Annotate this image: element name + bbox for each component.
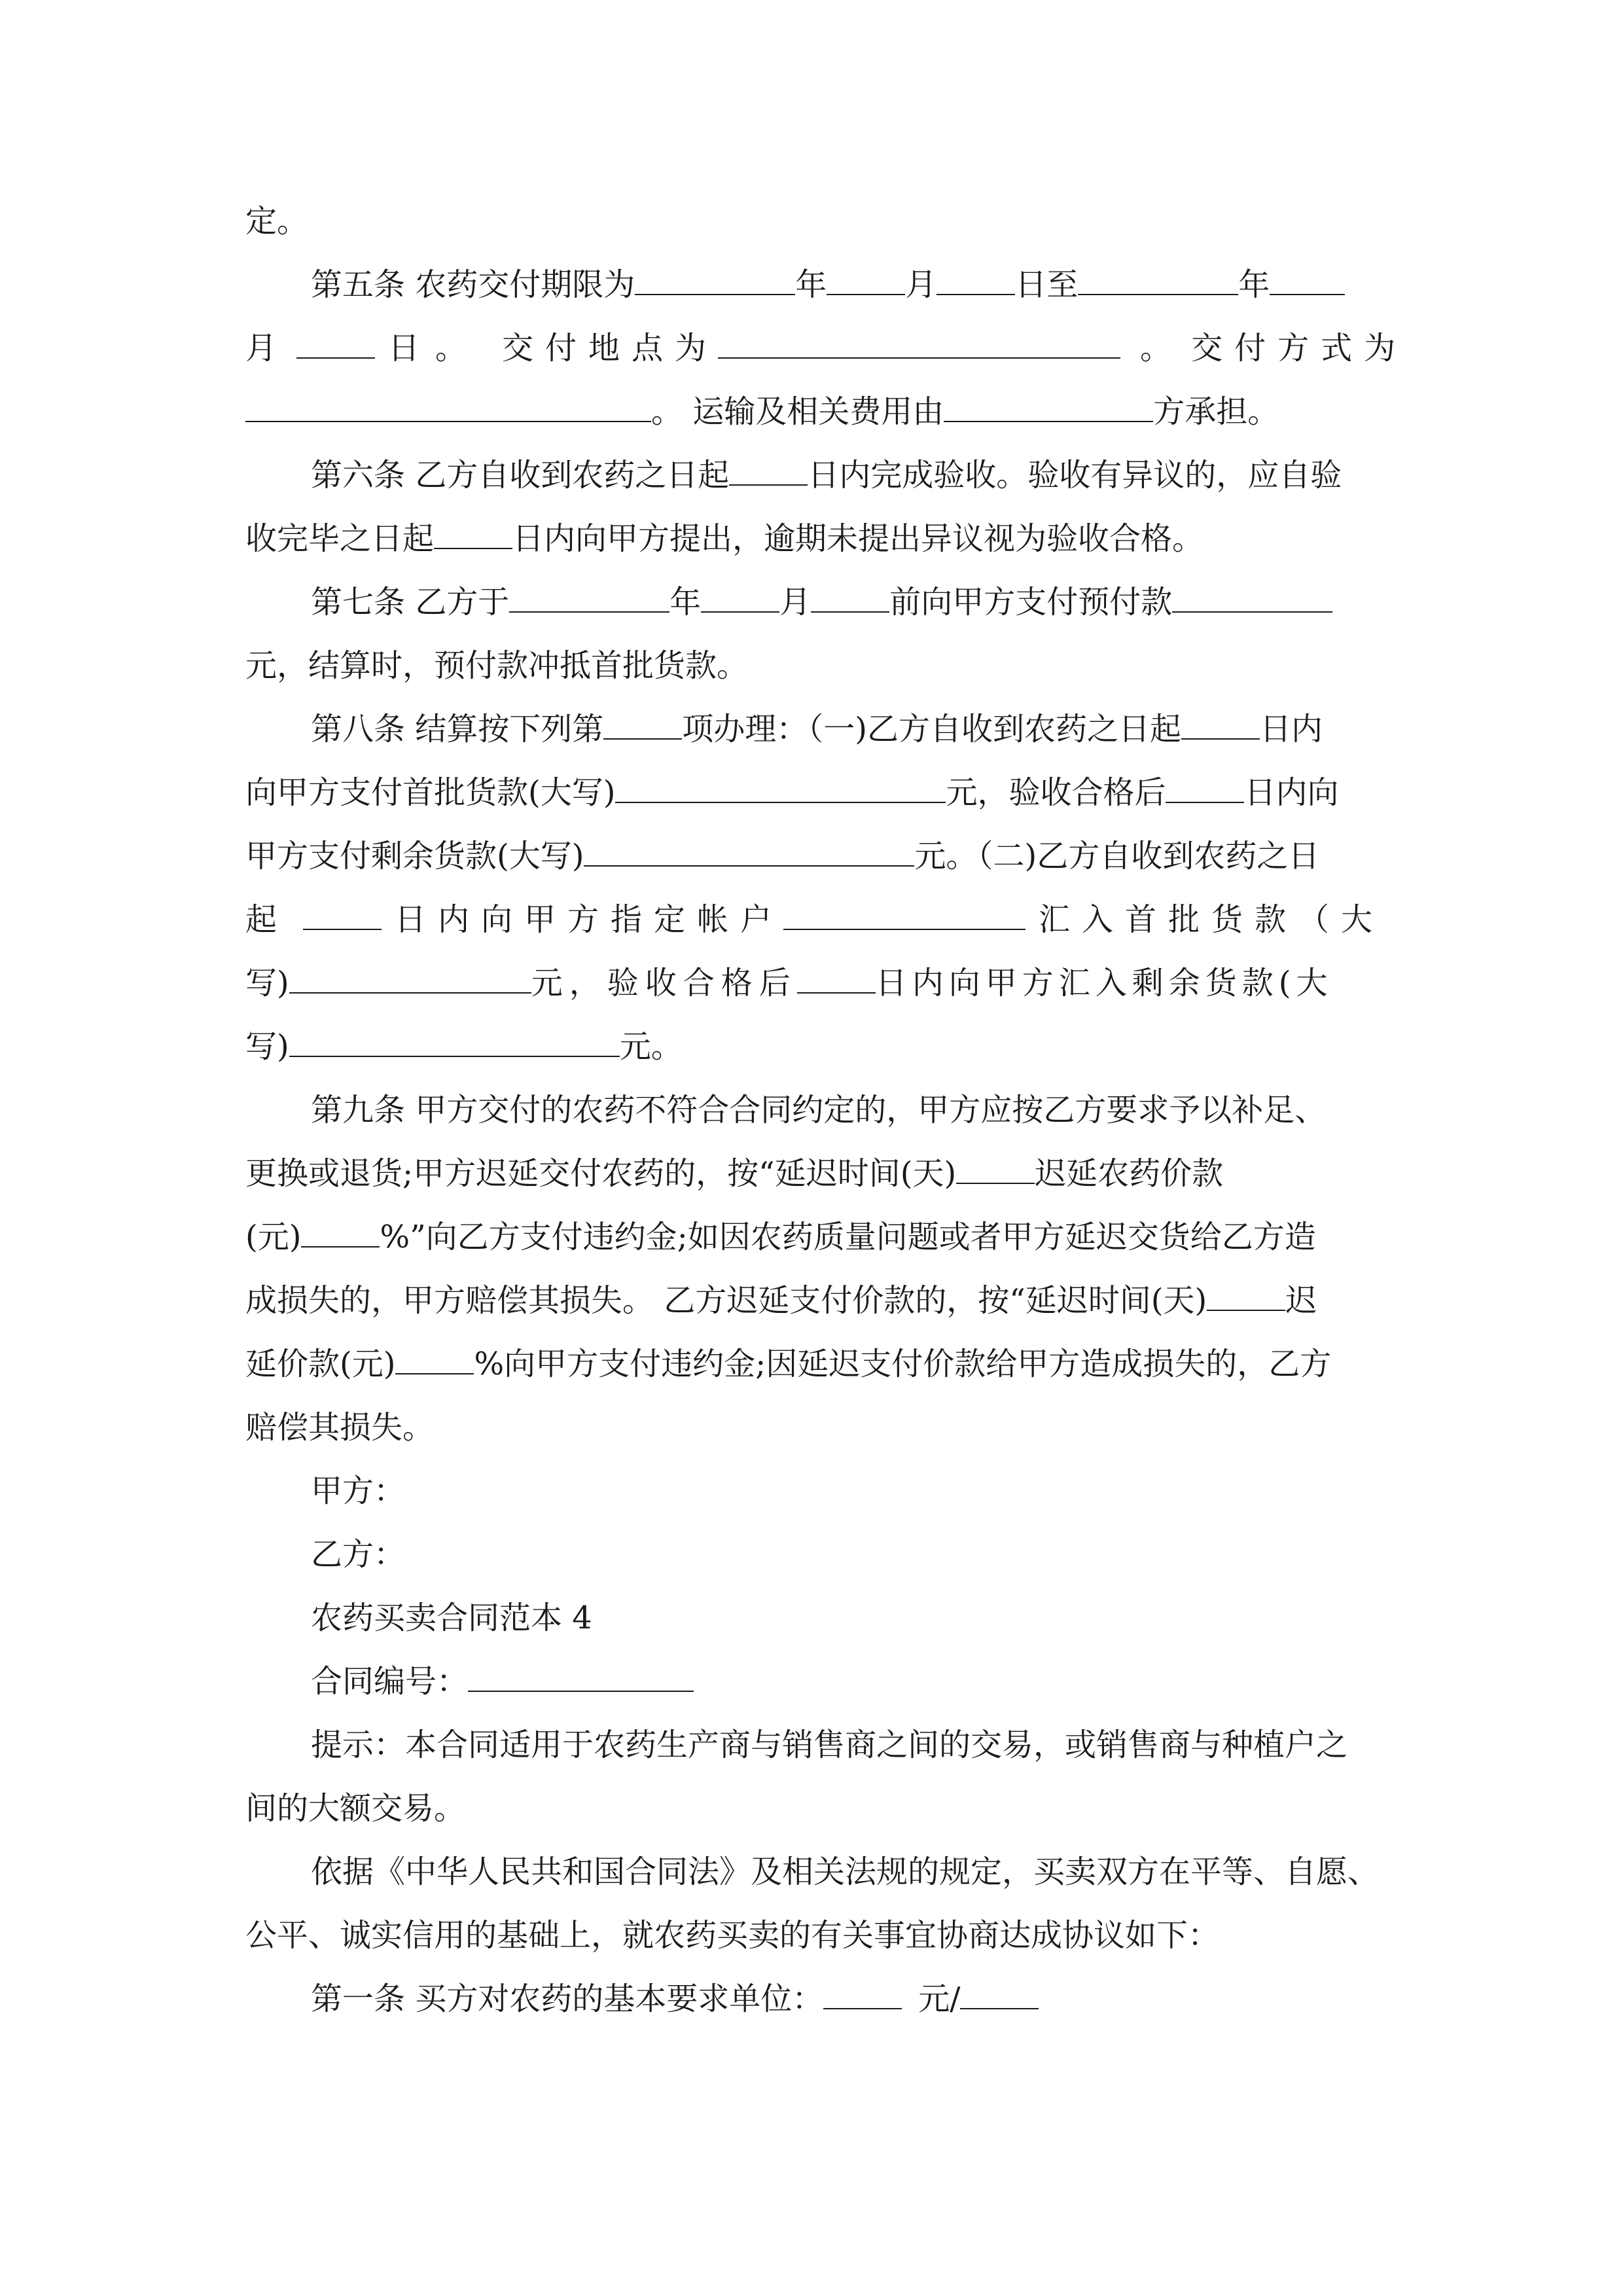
text-line: 定。 (245, 203, 309, 240)
basis-line-1: 依据《中华人民共和国合同法》及相关法规的规定，买卖双方在平等、自愿、 (311, 1854, 1380, 1890)
contract-number-line: 合同编号： (245, 1650, 1378, 1713)
article-5-line-2: 月 日。 交付地点为 。 交付方式为 (245, 330, 1408, 367)
article-9-line-6: 赔偿其损失。 (245, 1409, 435, 1446)
article-8-line-6: 写) 元。 (245, 1028, 683, 1065)
blank-field[interactable] (1207, 1283, 1285, 1311)
blank-field[interactable] (289, 1030, 620, 1057)
article-9-line-5: 延价款(元) %向甲方支付违约金;因延迟支付价款给甲方造成损失的，乙方 (245, 1346, 1332, 1382)
blank-field[interactable] (635, 268, 795, 295)
blank-field[interactable] (729, 458, 808, 486)
blank-field[interactable] (434, 522, 512, 549)
article-9-line-4: 成损失的，甲方赔偿其损失。 乙方迟延支付价款的，按“延迟时间(天) 迟 (245, 1282, 1317, 1319)
article-9-line-2: 更换或退货;甲方迟延交付农药的，按“延迟时间(天) 迟延农药价款 (245, 1155, 1224, 1192)
article-8-line-2: 向甲方支付首批货款(大写) 元，验收合格后 日内向 (245, 774, 1339, 811)
blank-field[interactable] (701, 585, 779, 613)
article-6-line-2: 收完毕之日起 日内向甲方提出，逾期未提出异议视为验收合格。 (245, 520, 1204, 557)
article-5-line-3: 。 运输及相关费用由 方承担。 (245, 380, 1378, 444)
article-8-line-1: 第八条 结算按下列第 项办理：（一)乙方自收到农药之日起 日内 (311, 711, 1323, 747)
blank-field[interactable] (956, 1157, 1035, 1184)
blank-field[interactable] (944, 395, 1153, 422)
blank-field[interactable] (823, 1982, 902, 2009)
blank-field[interactable] (960, 1982, 1039, 2009)
blank-field[interactable] (303, 903, 382, 930)
blank-field[interactable] (797, 966, 876, 994)
tip-line-2: 间的大额交易。 (245, 1790, 466, 1827)
blank-field[interactable] (395, 1347, 474, 1374)
blank-field[interactable] (827, 268, 905, 295)
blank-field[interactable] (296, 331, 375, 359)
blank-field[interactable] (1270, 268, 1345, 295)
contract-number-field[interactable] (468, 1664, 694, 1692)
blank-field[interactable] (509, 585, 669, 613)
blank-field[interactable] (1172, 585, 1332, 613)
document-page (245, 190, 1408, 2031)
article-8-line-4: 起 日内向甲方指定帐户 汇入首批货款（大 (245, 901, 1385, 938)
article-5-line-1: 第五条 农药交付期限为 年 月 日至 年 (245, 253, 1378, 317)
blank-field[interactable] (1181, 712, 1260, 740)
blank-field[interactable] (615, 776, 946, 803)
article-6-line-1: 第六条 乙方自收到农药之日起 日内完成验收。验收有异议的，应自验 (311, 457, 1342, 493)
basis-line-2: 公平、诚实信用的基础上，就农药买卖的有关事宜协商达成协议如下： (245, 1917, 1220, 1954)
party-b-label: 乙方： (311, 1536, 406, 1573)
blank-field[interactable] (301, 1220, 380, 1247)
article-7-line-2: 元，结算时，预付款冲抵首批货款。 (245, 647, 749, 684)
blank-field[interactable] (289, 966, 531, 994)
blank-field[interactable] (718, 331, 1120, 359)
article-9-line-1: 第九条 甲方交付的农药不符合合同约定的，甲方应按乙方要求予以补足、 (311, 1092, 1327, 1128)
blank-field[interactable] (936, 268, 1015, 295)
blank-field[interactable] (1166, 776, 1244, 803)
article-9-line-3: (元) %”向乙方支付违约金;如因农药质量问题或者甲方延迟交货给乙方造 (245, 1219, 1316, 1255)
blank-field[interactable] (245, 395, 651, 422)
blank-field[interactable] (603, 712, 682, 740)
template-title: 农药买卖合同范本 4 (311, 1600, 592, 1636)
tip-line-1: 提示：本合同适用于农药生产商与销售商之间的交易，或销售商与种植户之 (311, 1727, 1348, 1763)
article-1-line-1: 第一条 买方对农药的基本要求单位： 元/ (245, 1967, 1378, 2031)
article-8-line-5: 写) 元，验收合格后 日内向甲方汇入剩余货款(大 (245, 965, 1333, 1001)
party-a-label: 甲方： (311, 1473, 406, 1509)
article-8-line-3: 甲方支付剩余货款(大写) 元。（二)乙方自收到农药之日 (245, 838, 1320, 874)
blank-field[interactable] (1078, 268, 1238, 295)
blank-field[interactable] (584, 839, 914, 867)
blank-field[interactable] (811, 585, 889, 613)
blank-field[interactable] (783, 903, 1026, 930)
article-7-line-1: 第七条 乙方于 年 月 前向甲方支付预付款 (245, 571, 1378, 634)
